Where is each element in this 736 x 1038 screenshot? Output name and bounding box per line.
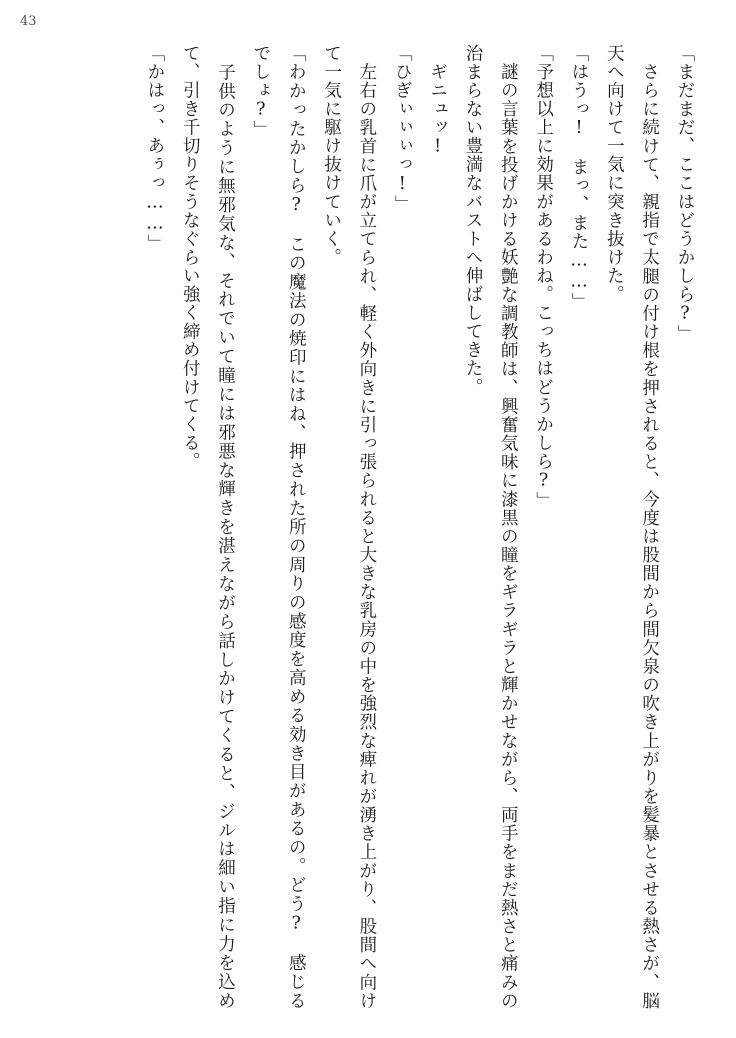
paragraph: さらに続けて、親指で太腿の付け根を押されると、今度は股間から間欠泉の吹き上がりを髪暴とさせる熱さが、脳天へ向けて一気に突き抜けた。 xyxy=(604,44,660,1010)
paragraph: ギニュッ! xyxy=(427,44,448,158)
paragraph: 「予想以上に効果があるわね。こっちはどうかしら?」 xyxy=(533,44,554,511)
page-number: 43 xyxy=(20,14,37,29)
paragraph: 左右の乳首に爪が立てられ、軽く外向きに引っ張られると大きな乳房の中を強烈な痺れが湧き上がり、股間へ向けて一気に駆け抜けていく。 xyxy=(321,44,377,1010)
paragraph: 「わかったかしら? この魔法の焼印にはね、押された所の周りの感度を高める効き目があるの。どう? 感じるでしょ?」 xyxy=(250,44,307,1010)
page-text-body xyxy=(50,44,702,1010)
paragraph: 「はうっ! まっ、また……」 xyxy=(568,44,589,312)
paragraph: 「ひぎぃぃぃっ!」 xyxy=(392,44,413,214)
paragraph: 「かはっ、あぅっ……」 xyxy=(144,44,165,254)
paragraph: 子供のように無邪気な、それでいて瞳には邪悪な輝きを湛えながら話しかけてくると、ジルは細い指に力を込めて、引き千切りそうなぐらい強く締め付けてくる。 xyxy=(180,44,236,1010)
paragraph: 謎の言葉を投げかける妖艶な調教師は、興奮気味に漆黒の瞳をギラギラと輝かせながら、両手をまだ熱さと痛みの治まらない豊満なバストへ伸ばしてきた。 xyxy=(462,44,519,1010)
paragraph: 「まだまだ、ここはどうかしら?」 xyxy=(675,44,695,344)
